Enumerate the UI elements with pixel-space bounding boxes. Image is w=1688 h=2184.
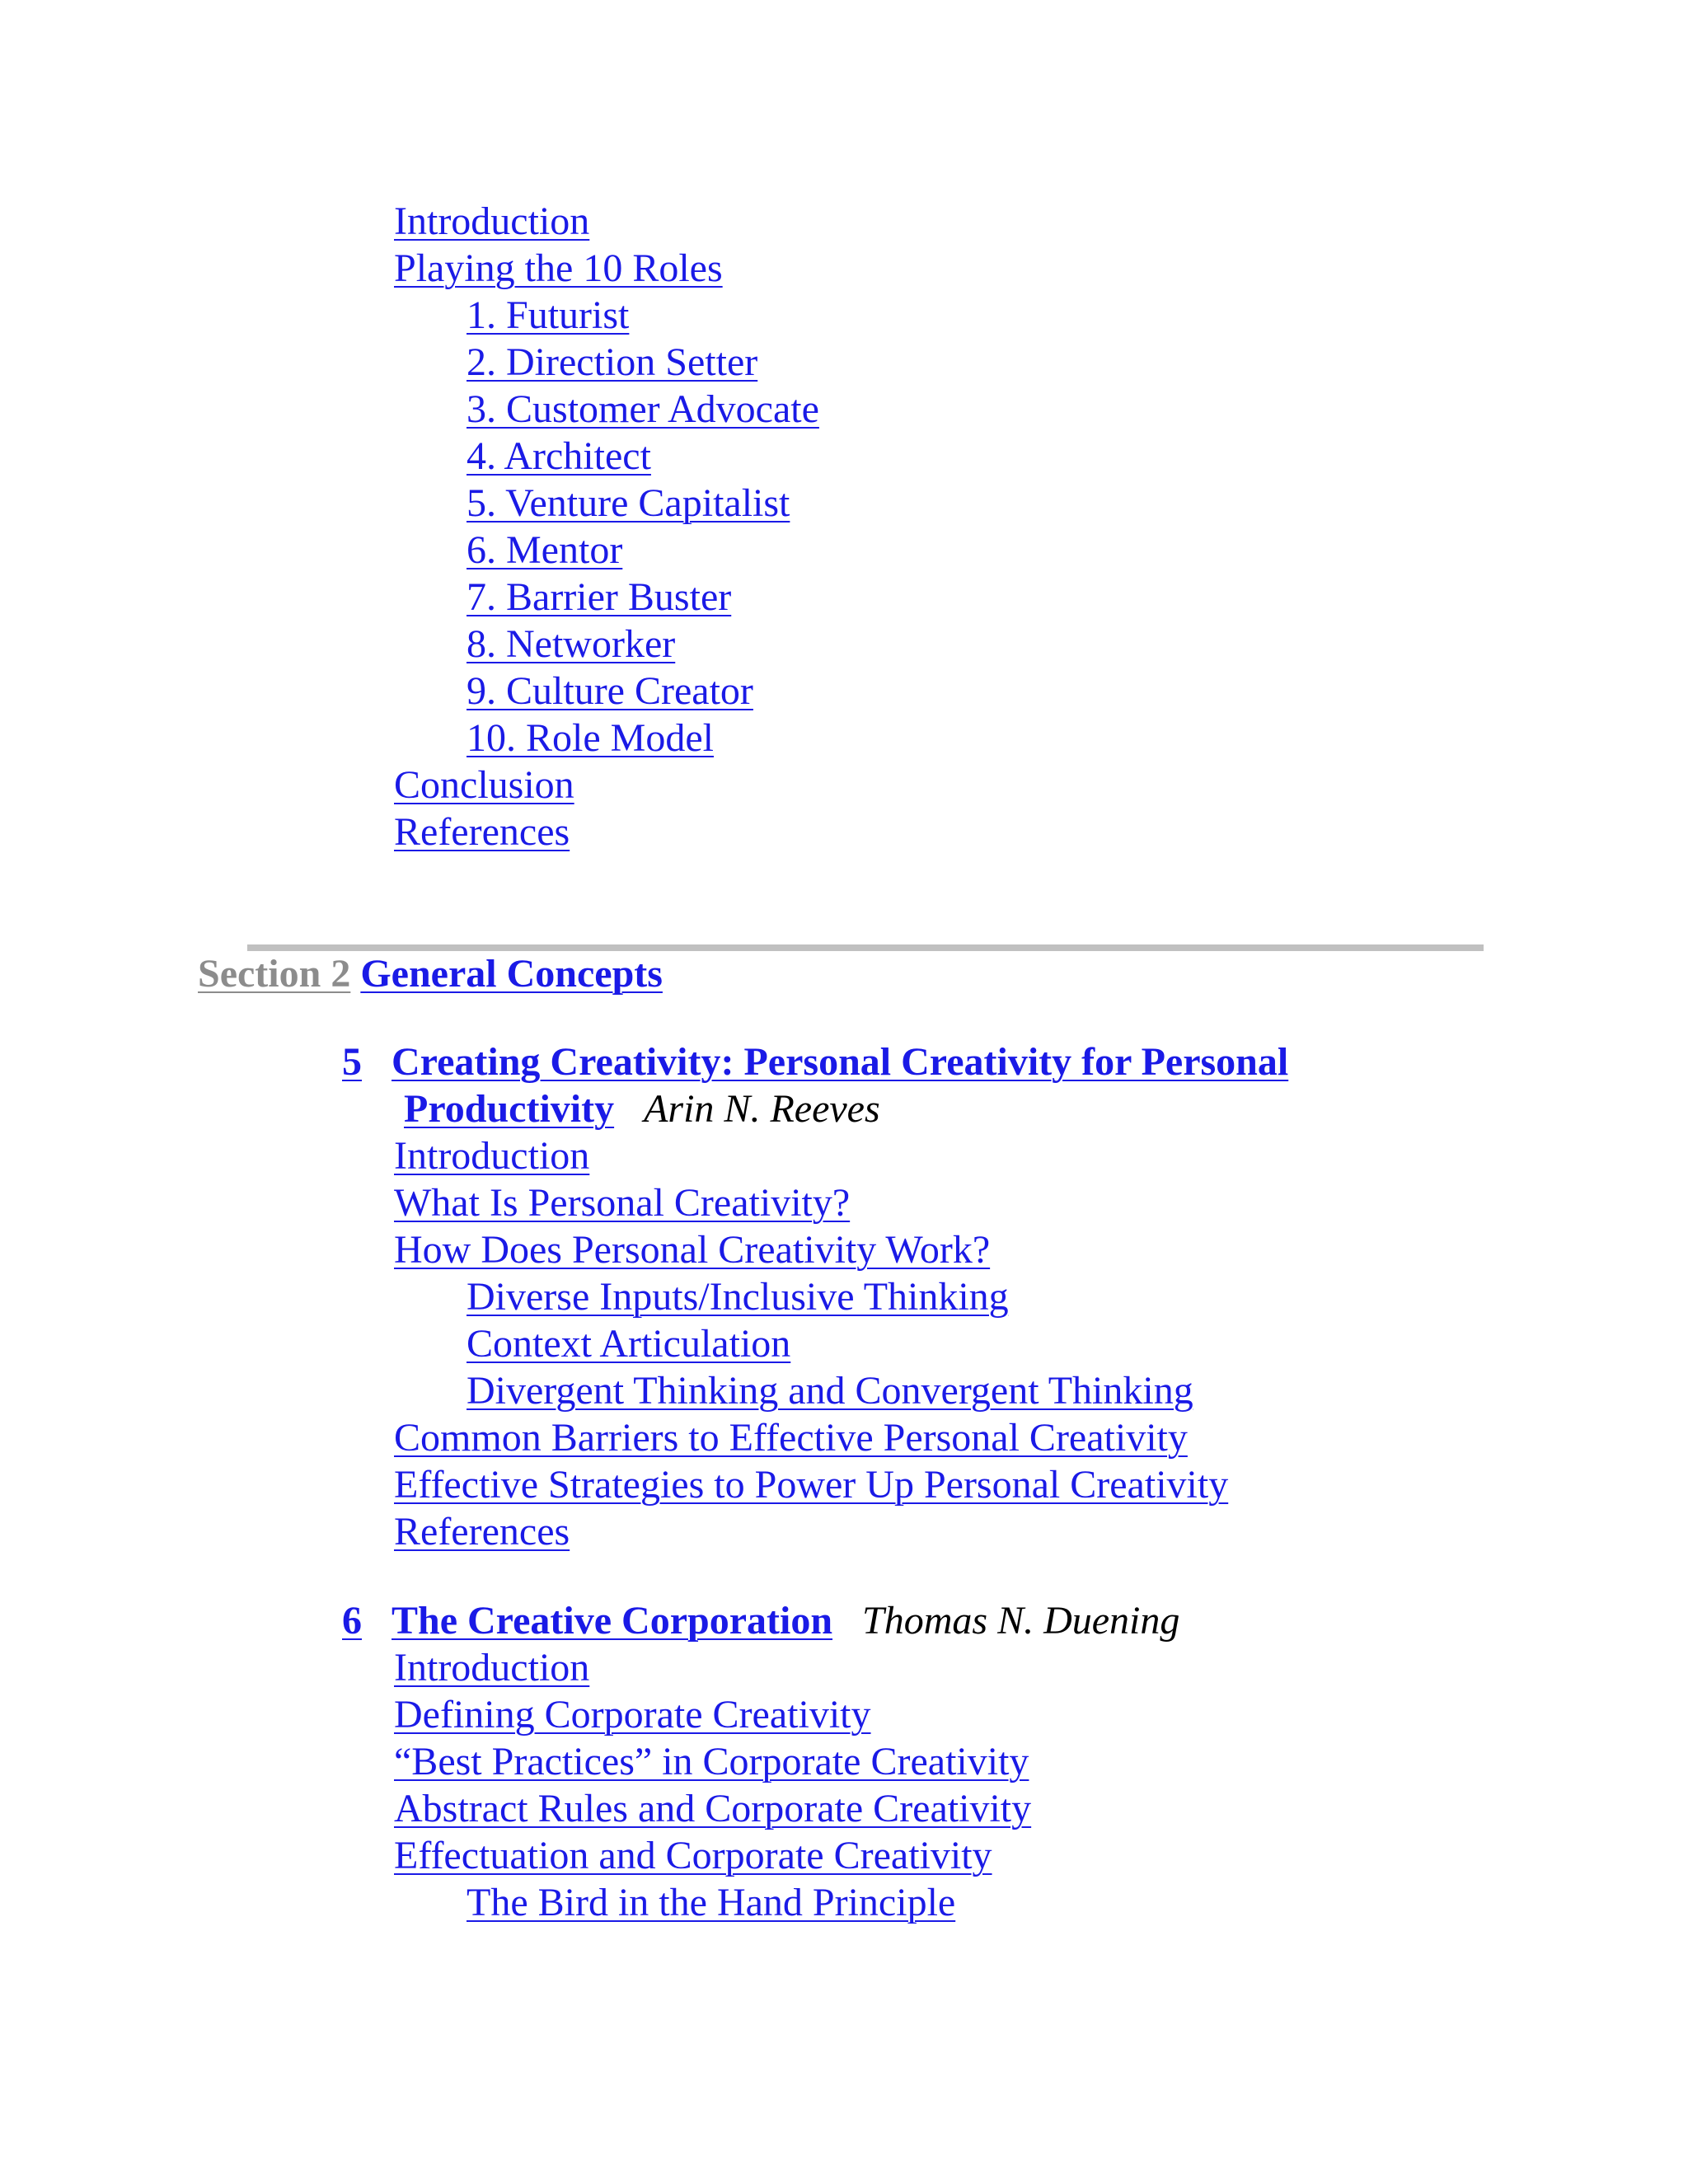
toc-item [394, 245, 723, 293]
toc-item [394, 1785, 1031, 1833]
ch5-link-context-articulation[interactable]: Context Articulation [467, 1322, 791, 1366]
toc-link-mentor[interactable]: 6. Mentor [467, 528, 623, 572]
toc-link-direction-setter[interactable]: 2. Direction Setter [467, 340, 758, 384]
toc-item [467, 433, 651, 480]
ch5-link-references[interactable]: References [394, 1510, 570, 1554]
chapter-6-author: Thomas N. Duening [862, 1599, 1180, 1643]
toc-item [394, 1832, 992, 1880]
toc-item [467, 339, 757, 387]
toc-link-culture-creator[interactable]: 9. Culture Creator [467, 669, 753, 713]
toc-item [394, 1414, 1188, 1462]
chapter-5-heading-cont [404, 1085, 880, 1133]
toc-item [394, 1644, 589, 1692]
toc-item [467, 1273, 1009, 1321]
chapter-5-title-line2[interactable]: Productivity [404, 1087, 615, 1131]
ch5-link-introduction[interactable]: Introduction [394, 1134, 590, 1178]
toc-item [394, 1132, 589, 1180]
toc-link-references[interactable]: References [394, 810, 570, 854]
toc-item [394, 1179, 850, 1227]
toc-link-role-model[interactable]: 10. Role Model [467, 716, 714, 760]
toc-item [467, 480, 790, 527]
toc-item [394, 1508, 570, 1556]
toc-link-venture-capitalist[interactable]: 5. Venture Capitalist [467, 481, 790, 525]
toc-item [467, 621, 675, 668]
toc-link-architect[interactable]: 4. Architect [467, 434, 651, 478]
toc-link-networker[interactable]: 8. Networker [467, 622, 676, 666]
ch5-link-common-barriers[interactable]: Common Barriers to Effective Personal Creativity [394, 1416, 1188, 1460]
toc-item [394, 1691, 871, 1739]
ch5-link-diverse-inputs[interactable]: Diverse Inputs/Inclusive Thinking [467, 1275, 1009, 1319]
chapter-5-author: Arin N. Reeves [644, 1087, 880, 1131]
toc-item [467, 1367, 1193, 1415]
toc-item [467, 527, 622, 574]
toc-item [467, 1879, 955, 1927]
toc-item [467, 574, 731, 621]
chapter-6-heading [342, 1597, 1179, 1645]
toc-link-customer-advocate[interactable]: 3. Customer Advocate [467, 387, 819, 431]
ch6-link-defining[interactable]: Defining Corporate Creativity [394, 1693, 871, 1736]
toc-item [394, 808, 570, 856]
ch5-link-how-does[interactable]: How Does Personal Creativity Work? [394, 1228, 991, 1272]
toc-link-playing-roles[interactable]: Playing the 10 Roles [394, 246, 723, 290]
chapter-5-heading [342, 1038, 1288, 1086]
toc-link-futurist[interactable]: 1. Futurist [467, 293, 630, 337]
ch5-link-what-is[interactable]: What Is Personal Creativity? [394, 1181, 851, 1225]
toc-item [394, 1226, 990, 1274]
chapter-6-title[interactable]: The Creative Corporation [392, 1599, 833, 1643]
ch6-link-abstract-rules[interactable]: Abstract Rules and Corporate Creativity [394, 1787, 1032, 1830]
section-label-link[interactable]: Section 2 [198, 952, 351, 996]
toc-item [394, 1461, 1228, 1509]
ch6-link-effectuation[interactable]: Effectuation and Corporate Creativity [394, 1834, 992, 1877]
toc-item [394, 762, 574, 809]
ch6-link-best-practices[interactable]: “Best Practices” in Corporate Creativity [394, 1740, 1029, 1783]
toc-link-barrier-buster[interactable]: 7. Barrier Buster [467, 575, 732, 619]
toc-item [467, 668, 753, 715]
ch6-link-bird-in-hand[interactable]: The Bird in the Hand Principle [467, 1881, 956, 1924]
section-heading [198, 950, 663, 998]
toc-item [394, 1738, 1029, 1786]
toc-link-introduction[interactable]: Introduction [394, 199, 590, 243]
toc-item [467, 1320, 790, 1368]
chapter-6-number[interactable]: 6 [342, 1599, 362, 1643]
chapter-5-title-line1[interactable]: Creating Creativity: Personal Creativity for Personal [392, 1040, 1289, 1084]
toc-link-conclusion[interactable]: Conclusion [394, 763, 574, 807]
section-title-link[interactable]: General Concepts [360, 952, 663, 996]
ch5-link-divergent-thinking[interactable]: Divergent Thinking and Convergent Thinking [467, 1369, 1193, 1413]
chapter-5-number[interactable]: 5 [342, 1040, 362, 1084]
toc-item [394, 198, 589, 246]
toc-item [467, 715, 714, 762]
ch5-link-effective-strategies[interactable]: Effective Strategies to Power Up Personal Creativity [394, 1463, 1229, 1507]
ch6-link-introduction[interactable]: Introduction [394, 1646, 590, 1690]
toc-item [467, 292, 629, 340]
toc-item [467, 386, 819, 434]
